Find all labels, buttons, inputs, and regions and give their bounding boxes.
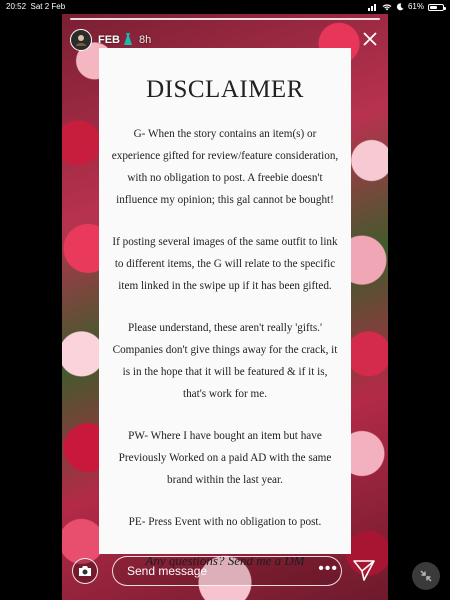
avatar-icon bbox=[74, 33, 88, 47]
disclaimer-card bbox=[99, 48, 351, 568]
username-text: FEB bbox=[98, 34, 120, 46]
gifts-line-4: that's work for me. bbox=[182, 388, 268, 400]
wifi-icon bbox=[382, 3, 392, 11]
gifts-line-2: Companies don't give things away for the crack, it bbox=[112, 344, 338, 356]
send-message-input[interactable] bbox=[112, 556, 342, 586]
multi-line-2: to different items, the G will relate to the specific bbox=[114, 258, 336, 270]
multi-line-3: item linked in the swipe up if it has been gifted. bbox=[118, 280, 332, 292]
questions-line: Any questions? Send me a DM bbox=[145, 553, 305, 568]
avatar[interactable] bbox=[70, 29, 92, 51]
status-time: 20:52 bbox=[6, 2, 27, 11]
camera-icon bbox=[78, 565, 92, 577]
dress-icon bbox=[123, 33, 133, 48]
gifts-line-1: Please understand, these aren't really 'gifts.' bbox=[128, 322, 322, 334]
pe-line-1: PE- Press Event with no obligation to post. bbox=[128, 516, 322, 528]
pw-line-2: Previously Worked on a paid AD with the same bbox=[118, 452, 332, 464]
status-icons bbox=[368, 0, 444, 14]
battery-fill bbox=[430, 6, 437, 9]
send-icon bbox=[352, 558, 376, 582]
story-time-ago: 8h bbox=[139, 34, 152, 46]
pw-line-1: PW- Where I have bought an item but have bbox=[128, 430, 322, 442]
spacer bbox=[107, 491, 343, 511]
battery-percent: 61% bbox=[407, 2, 424, 11]
close-icon bbox=[362, 31, 378, 47]
g-line-3: with no obligation to post. A freebie doesn't bbox=[127, 172, 323, 184]
more-icon: ••• bbox=[318, 560, 338, 577]
battery-icon bbox=[428, 4, 444, 11]
spacer bbox=[107, 211, 343, 231]
status-time-date bbox=[6, 0, 65, 14]
g-line-4: influence my opinion; this gal cannot be bought! bbox=[116, 194, 334, 206]
story-progress-bar bbox=[70, 18, 380, 20]
camera-button[interactable] bbox=[72, 558, 98, 584]
spacer bbox=[107, 405, 343, 425]
g-line-2: experience gifted for review/feature consideration, bbox=[111, 150, 339, 162]
minimize-button[interactable] bbox=[412, 562, 440, 590]
story-reply-bar bbox=[62, 554, 388, 588]
gifts-line-3: is in the hope that it will be featured & if it is, bbox=[122, 366, 328, 378]
status-bar bbox=[0, 0, 450, 14]
signal-icon bbox=[368, 3, 378, 11]
disclaimer-title: DISCLAIMER bbox=[146, 76, 304, 103]
send-message-placeholder: Send message bbox=[127, 564, 208, 578]
story-viewer[interactable] bbox=[62, 14, 388, 600]
minimize-arrows-icon bbox=[419, 569, 433, 583]
more-button[interactable] bbox=[318, 556, 338, 582]
moon-icon bbox=[396, 3, 404, 11]
status-date: Sat 2 Feb bbox=[30, 2, 66, 11]
g-line-1: G- When the story contains an item(s) or bbox=[133, 128, 317, 140]
close-button[interactable] bbox=[360, 30, 380, 50]
story-username[interactable] bbox=[98, 33, 133, 48]
multi-line-1: If posting several images of the same outfit to link bbox=[112, 236, 338, 248]
send-button[interactable] bbox=[352, 558, 378, 584]
spacer bbox=[107, 297, 343, 317]
pw-line-3: brand within the last year. bbox=[167, 474, 283, 486]
